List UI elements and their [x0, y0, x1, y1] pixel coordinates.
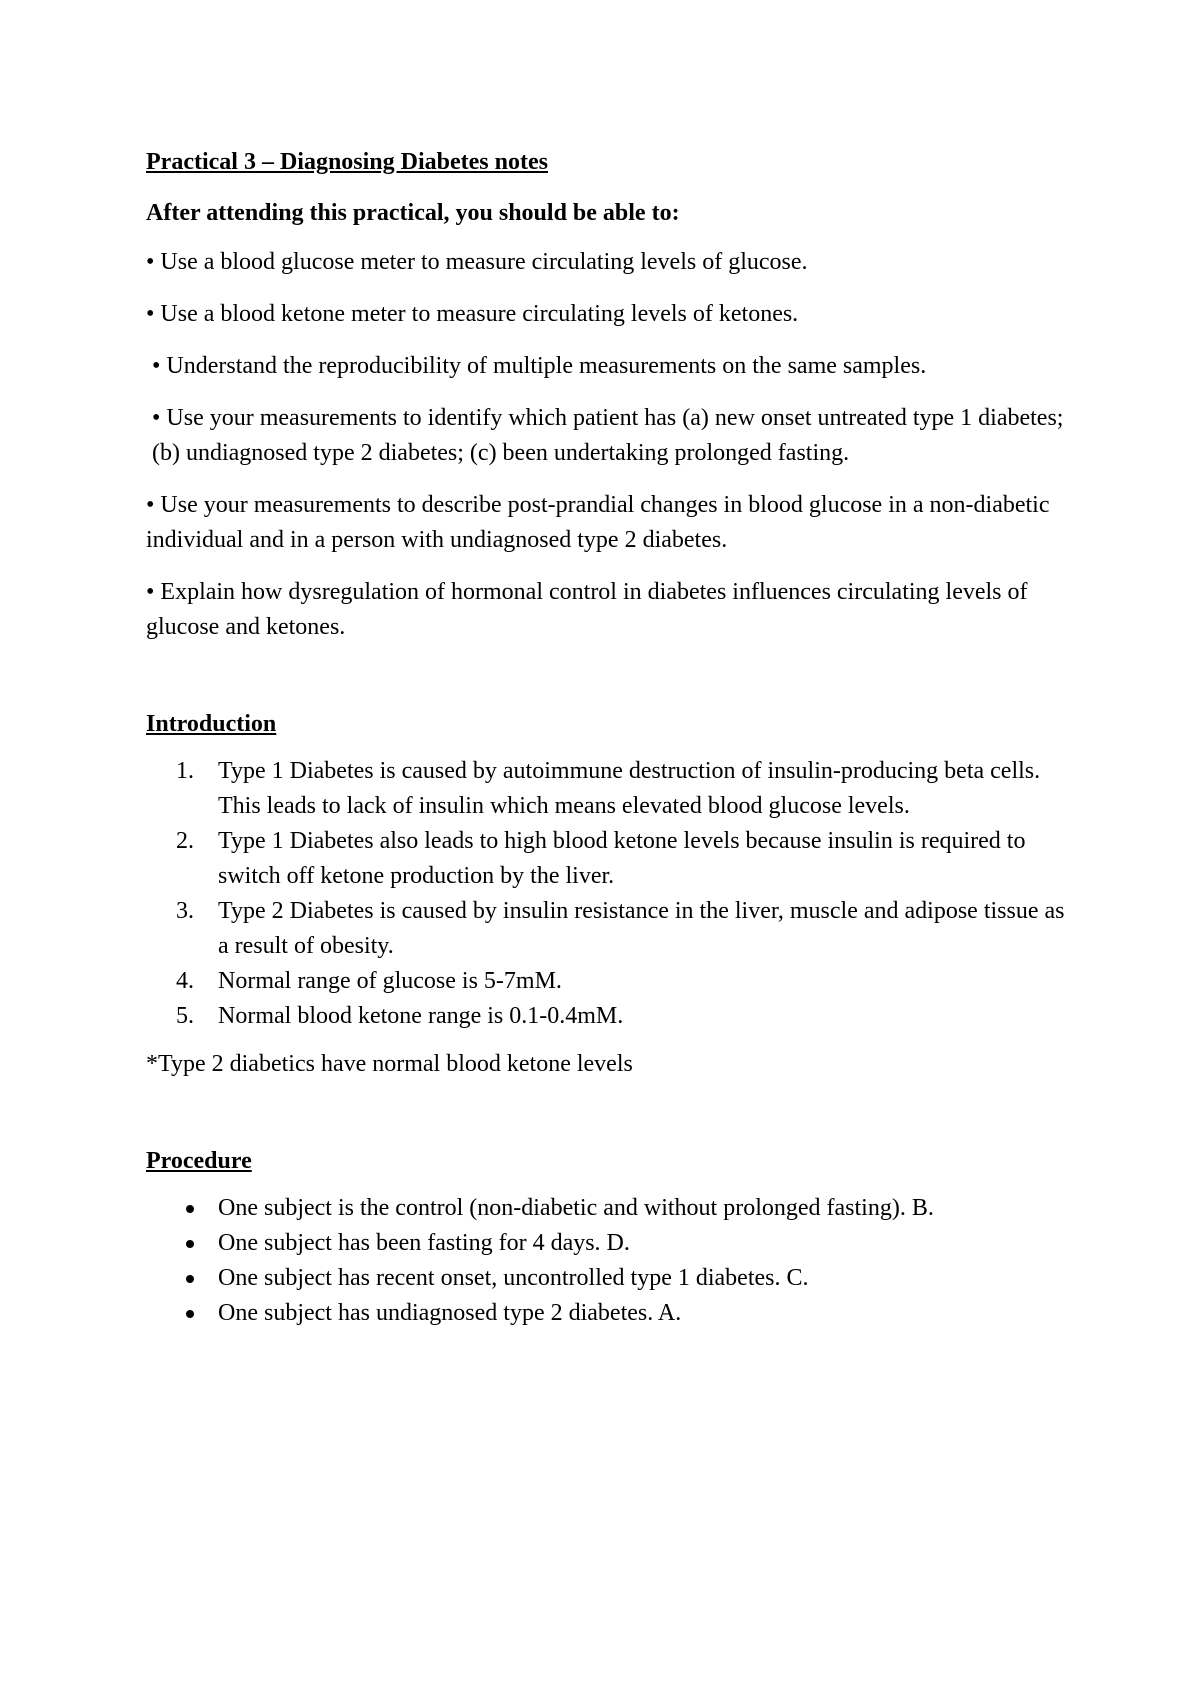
- introduction-item-text: Normal blood ketone range is 0.1-0.4mM.: [218, 1003, 624, 1029]
- objective-item: • Use a blood glucose meter to measure circulating levels of glucose.: [146, 249, 808, 275]
- list-number: 2.: [176, 828, 194, 854]
- document-page: [146, 145, 1066, 1331]
- procedure-item-text: One subject has been fasting for 4 days. D.: [218, 1230, 630, 1256]
- introduction-item: [146, 999, 1066, 1034]
- document-title: Practical 3 – Diagnosing Diabetes notes: [146, 149, 548, 175]
- list-number: 4.: [176, 968, 194, 994]
- procedure-item: [146, 1261, 1066, 1296]
- procedure-item: [146, 1296, 1066, 1331]
- objectives-list: [146, 245, 1066, 645]
- introduction-item-text: Type 1 Diabetes also leads to high blood ketone levels because insulin is required to switch off ketone production by the liver.: [218, 828, 1026, 889]
- introduction-item-text: Normal range of glucose is 5-7mM.: [218, 968, 562, 994]
- objective-item: • Understand the reproducibility of multiple measurements on the same samples.: [152, 353, 927, 379]
- objective-item: • Explain how dysregulation of hormonal control in diabetes influences circulating levels of glucose and ketones.: [146, 579, 1028, 640]
- bullet-icon: [186, 1275, 194, 1283]
- procedure-item-text: One subject has undiagnosed type 2 diabetes. A.: [218, 1300, 682, 1326]
- bullet-icon: [186, 1205, 194, 1213]
- introduction-item: [146, 894, 1066, 964]
- introduction-item: [146, 754, 1066, 824]
- procedure-item-text: One subject is the control (non-diabetic and without prolonged fasting). B.: [218, 1195, 934, 1221]
- list-number: 1.: [176, 758, 194, 784]
- list-number: 3.: [176, 898, 194, 924]
- bullet-icon: [186, 1310, 194, 1318]
- objective-item: • Use your measurements to identify which patient has (a) new onset untreated type 1 diabetes; (b) undiagnosed type 2 diabetes; (c) been undertaking prolonged fasting.: [152, 405, 1064, 466]
- objective-item: • Use a blood ketone meter to measure circulating levels of ketones.: [146, 301, 799, 327]
- introduction-item: [146, 824, 1066, 894]
- procedure-list: [146, 1191, 1066, 1331]
- procedure-item: [146, 1191, 1066, 1226]
- introduction-note: *Type 2 diabetics have normal blood ketone levels: [146, 1051, 633, 1077]
- introduction-list: [146, 754, 1066, 1034]
- objective-item: • Use your measurements to describe post-prandial changes in blood glucose in a non-diabetic individual and in a person with undiagnosed type 2 diabetes.: [146, 492, 1050, 553]
- procedure-item-text: One subject has recent onset, uncontrolled type 1 diabetes. C.: [218, 1265, 809, 1291]
- objectives-intro: After attending this practical, you should be able to:: [146, 200, 680, 226]
- introduction-item-text: Type 2 Diabetes is caused by insulin resistance in the liver, muscle and adipose tissue as a result of obesity.: [218, 898, 1065, 959]
- introduction-heading: Introduction: [146, 711, 277, 737]
- procedure-item: [146, 1226, 1066, 1261]
- bullet-icon: [186, 1240, 194, 1248]
- introduction-item: [146, 964, 1066, 999]
- introduction-item-text: Type 1 Diabetes is caused by autoimmune destruction of insulin-producing beta cells. This leads to lack of insulin which means elevated blood glucose levels.: [218, 758, 1041, 819]
- procedure-heading: Procedure: [146, 1148, 252, 1174]
- list-number: 5.: [176, 1003, 194, 1029]
